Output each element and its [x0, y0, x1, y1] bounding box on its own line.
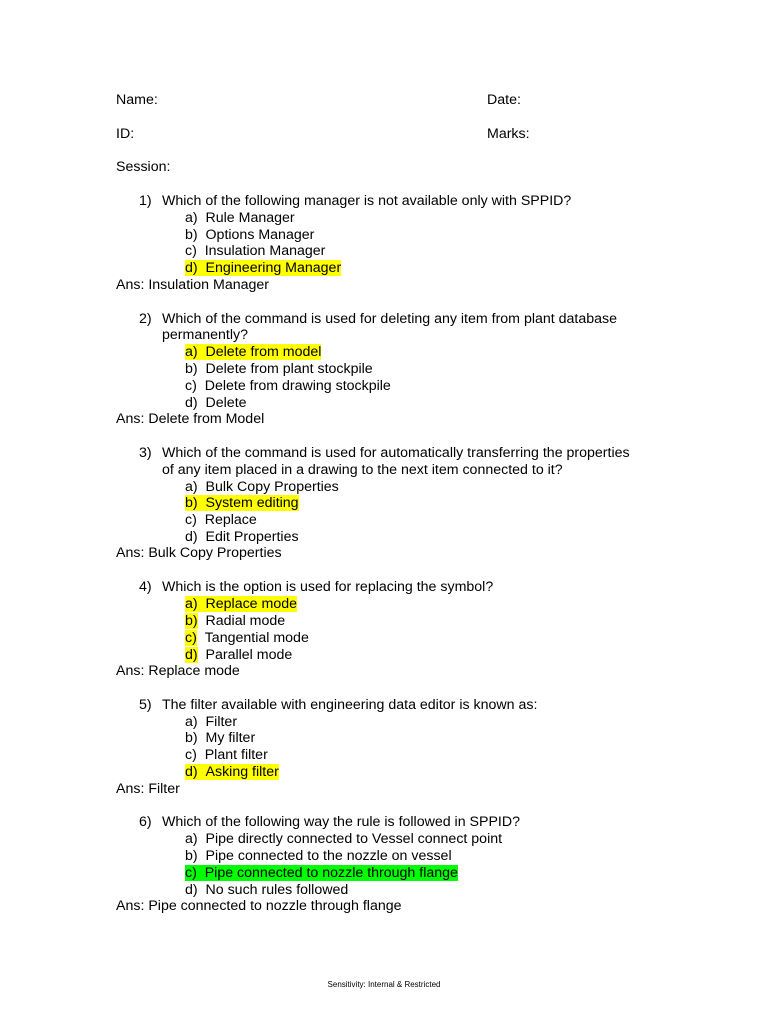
- name-label: Name:: [116, 92, 158, 108]
- question-1-text: Which of the following manager is not available only with SPPID?: [162, 193, 572, 209]
- question-3-answer: Ans: Bulk Copy Properties: [116, 545, 282, 561]
- question-4-text: Which is the option is used for replacing the symbol?: [162, 579, 494, 595]
- question-4-option-b: b) Radial mode: [185, 613, 286, 629]
- session-label: Session:: [116, 159, 171, 175]
- id-label: ID:: [116, 126, 135, 142]
- question-5-number: 5): [139, 697, 152, 713]
- question-2-text-line-2: permanently?: [162, 327, 248, 343]
- question-3-option-c: c) Replace: [185, 512, 257, 528]
- question-4-option-c: c) Tangential mode: [185, 630, 309, 646]
- question-5-option-b: b) My filter: [185, 730, 256, 746]
- date-label: Date:: [487, 92, 521, 108]
- question-3-option-b-highlighted: b) System editing: [185, 495, 299, 511]
- question-1-option-b: b) Options Manager: [185, 227, 315, 243]
- question-2-option-b: b) Delete from plant stockpile: [185, 361, 373, 377]
- question-2-option-a-highlighted: a) Delete from model: [185, 344, 322, 360]
- question-5-answer: Ans: Filter: [116, 781, 180, 797]
- question-6-option-c-highlighted: c) Pipe connected to nozzle through flange: [185, 865, 458, 881]
- question-1-number: 1): [139, 193, 152, 209]
- question-2-number: 2): [139, 311, 152, 327]
- question-1-answer: Ans: Insulation Manager: [116, 277, 270, 293]
- sensitivity-footer: Sensitivity: Internal & Restricted: [327, 980, 441, 989]
- question-6-text: Which of the following way the rule is followed in SPPID?: [162, 814, 521, 830]
- question-4-option-a-highlighted: a) Replace mode: [185, 596, 298, 612]
- question-2-text-line-1: Which of the command is used for deleting any item from plant database: [162, 311, 618, 327]
- question-5-text: The filter available with engineering data editor is known as:: [162, 697, 538, 713]
- question-6-option-d: d) No such rules followed: [185, 882, 349, 898]
- question-3-option-d: d) Edit Properties: [185, 529, 299, 545]
- question-5-option-c: c) Plant filter: [185, 747, 268, 763]
- question-5-option-a: a) Filter: [185, 714, 238, 730]
- question-3-text-line-1: Which of the command is used for automatically transferring the properties: [162, 445, 630, 461]
- question-6-option-b: b) Pipe connected to the nozzle on vessel: [185, 848, 452, 864]
- question-6-option-a: a) Pipe directly connected to Vessel connect point: [185, 831, 503, 847]
- question-1-option-a: a) Rule Manager: [185, 210, 295, 226]
- question-4-option-d: d) Parallel mode: [185, 647, 293, 663]
- question-4-answer: Ans: Replace mode: [116, 663, 240, 679]
- question-4-number: 4): [139, 579, 152, 595]
- question-3-option-a: a) Bulk Copy Properties: [185, 479, 339, 495]
- question-1-option-c: c) Insulation Manager: [185, 243, 326, 259]
- question-5-option-d-highlighted: d) Asking filter: [185, 764, 279, 780]
- question-2-option-d: d) Delete: [185, 395, 247, 411]
- question-2-answer: Ans: Delete from Model: [116, 411, 265, 427]
- question-3-number: 3): [139, 445, 152, 461]
- question-6-number: 6): [139, 814, 152, 830]
- marks-label: Marks:: [487, 126, 530, 142]
- question-2-option-c: c) Delete from drawing stockpile: [185, 378, 391, 394]
- question-6-answer: Ans: Pipe connected to nozzle through flange: [116, 898, 402, 914]
- question-3-text-line-2: of any item placed in a drawing to the next item connected to it?: [162, 462, 563, 478]
- question-1-option-d-highlighted: d) Engineering Manager: [185, 260, 342, 276]
